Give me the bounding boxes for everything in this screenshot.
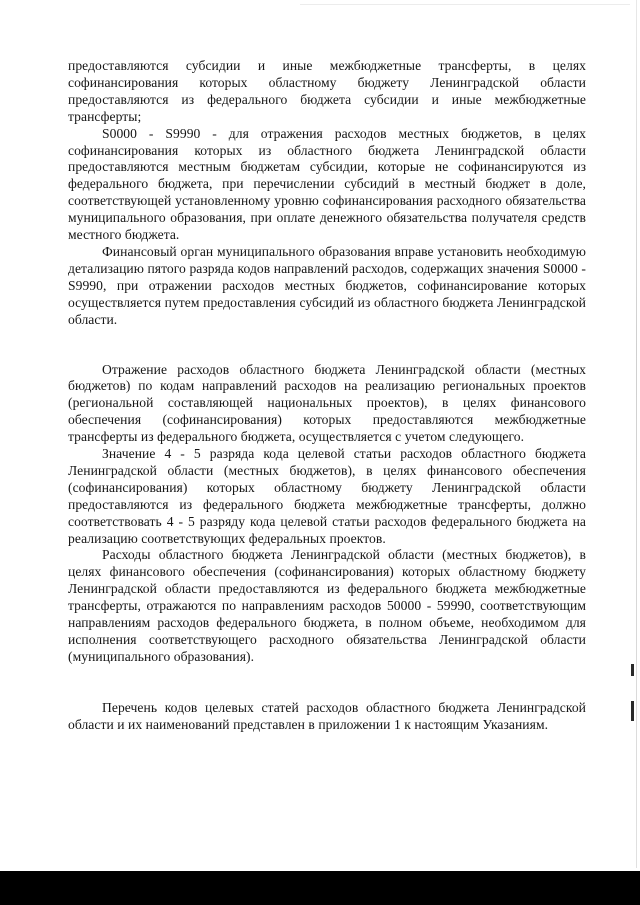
document-body (68, 58, 586, 734)
scan-edge-right (636, 0, 637, 868)
paragraph-s-codes: S0000 - S9990 - для отражения расходов местных бюджетов, в целях софинансирования которых из областного бюджета Ленинградской области предоставляются местным бюджетам субсидии, которые не софинансируются из федерального бюджета, при перечислении субсидий в местный бюджет в доле, соответствующей установленному уровню софинансирования расходного обязательства муниципального образования, при оплате денежного обязательства получателя средств местного бюджета. (68, 125, 586, 243)
paragraph-continuation: предоставляются субсидии и иные межбюджетные трансферты, в целях софинансирования которых областному бюджету Ленинградской области предоставляются из федерального бюджета субсидии и иные межбюджетные трансферты; (68, 58, 586, 124)
scan-edge-top (300, 4, 630, 5)
paragraph-regional-projects: Отражение расходов областного бюджета Ленинградской области (местных бюджетов) по кодам направлений расходов на реализацию региональных проектов (региональной составляющей национальных проектов), в целях финансового обеспечения (софинансирования) которых предоставляются межбюджетные трансферты из федерального бюджета, осуществляется с учетом следующего. (68, 361, 586, 445)
scan-mark (631, 701, 634, 721)
paragraph-expenses: Расходы областного бюджета Ленинградской области (местных бюджетов), в целях финансового обеспечения (софинансирования) которых областному бюджету Ленинградской области предоставляются из федерального бюджета межбюджетные трансферты, отражаются по направлениям расходов 50000 - 59990, соответствующим направлениям расходов федерального бюджета, в полном объеме, необходимом для исполнения соответствующего расходного обязательства Ленинградской области (муниципального образования). (68, 547, 586, 664)
scan-bottom-bar (0, 871, 640, 905)
paragraph-gap (68, 329, 586, 362)
paragraph-appendix-reference: Перечень кодов целевых статей расходов областного бюджета Ленинградской области и их наименований представлен в приложении 1 к настоящим Указаниям. (68, 699, 586, 732)
paragraph-financial-authority: Финансовый орган муниципального образования вправе установить необходимую детализацию пятого разряда кодов направлений расходов, содержащих значения S0000 - S9990, при отражении расходов местных бюджетов, софинансирование которых осуществляется путем предоставления субсидий из областного бюджета Ленинградской области. (68, 243, 586, 327)
scan-mark (631, 664, 634, 676)
paragraph-digit-values: Значение 4 - 5 разряда кода целевой статьи расходов областного бюджета Ленинградской области (местных бюджетов), в целях финансового обеспечения (софинансирования) которых областному бюджету Ленинградской области предоставляются из федерального бюджета межбюджетные трансферты, должно соответствовать 4 - 5 разряду кода целевой статьи расходов федерального бюджета на реализацию соответствующих федеральных проектов. (68, 446, 586, 546)
paragraph-gap (68, 666, 586, 700)
